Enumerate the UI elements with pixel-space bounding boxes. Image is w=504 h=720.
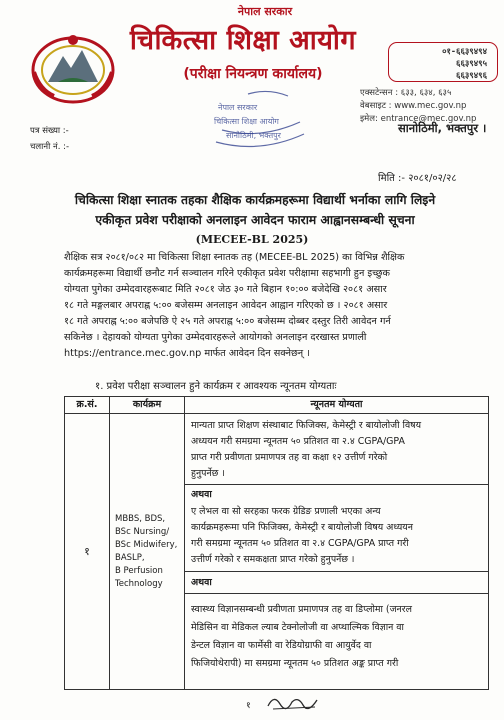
svg-text:चिकित्सा शिक्षा आयोग: चिकित्सा शिक्षा आयोग	[214, 117, 279, 126]
program-list-cell	[110, 414, 185, 690]
section-heading: १. प्रवेश परीक्षा सञ्चालन हुने कार्यक्रम र आवश्यक न्यूनतम योग्यताः	[95, 381, 337, 392]
portal-link-line[interactable]: https://entrance.mec.gov.np मार्फत आवेदन दिन सक्नेछन् ।	[64, 348, 310, 359]
notice-date: मिति :- २०८१/०२/२८	[378, 173, 457, 184]
program-item: B Perfusion	[115, 565, 163, 576]
table-row	[65, 414, 489, 690]
program-item: BSc Midwifery,	[115, 539, 178, 550]
qualification-line: डेन्टल विज्ञान वा फार्मेसी वा रेडियोग्राफी वा आयुर्वेद वा	[191, 640, 372, 651]
notice-paragraph-line: १८ गते मङ्गलबार अपराह्न ५:०० बजेसम्म अनलाइन आवेदन आह्वान गरिएको छ । २०८१ असार	[64, 300, 388, 311]
column-header: न्यूनतम योग्यता	[185, 397, 489, 414]
qualification-line: अध्ययन गरी समग्रमा न्यूनतम ५० प्रतिशत वा २.४ CGPA/GPA	[191, 436, 405, 447]
nepal-emblem-icon	[30, 30, 116, 104]
website-link[interactable]: वेबसाइट : www.mec.gov.np	[360, 101, 467, 111]
signature-image	[265, 691, 323, 713]
or-label: अथवा	[191, 489, 212, 500]
program-item: BASLP,	[115, 552, 145, 563]
exam-code: (MECEE-BL 2025)	[195, 233, 309, 246]
column-header: क्र.सं.	[65, 397, 110, 414]
dispatch-number-label: चलानी नं. :-	[30, 142, 70, 152]
qualification-line: फिजियोथेरापी) मा समग्रमा न्यूनतम ५० प्रतिशत अङ्क प्राप्त गरी	[191, 658, 399, 669]
qualification-line: प्राप्त गरी प्रवीणता प्रमाणपत्र तह वा कक्षा १२ उत्तीर्ण गरेको	[191, 452, 388, 463]
phone-number: ६६३९४९५	[456, 59, 487, 69]
notice-title-line: एकीकृत प्रवेश परीक्षाको अनलाइन आवेदन फाराम आह्वानसम्बन्धी सूचना	[95, 213, 415, 227]
qualification-cell	[185, 414, 489, 690]
table-header-row	[65, 397, 489, 414]
office-subtitle: (परीक्षा नियन्त्रण कार्यालय)	[183, 66, 323, 82]
qualification-line: कार्यक्रमहरूमा पनि फिजिक्स, केमेस्ट्री र बायोलोजी विषय अध्ययन	[191, 522, 413, 533]
notice-paragraph-line: शैक्षिक सत्र २०८१/०८२ मा चिकित्सा शिक्षा स्नातक तह (MECEE-BL 2025) का विभिन्न शैक्षिक	[64, 252, 405, 263]
row-divider	[185, 571, 488, 572]
row-divider	[185, 484, 488, 485]
office-seal-stamp	[208, 84, 312, 148]
letter-number-label: पत्र संख्या :-	[30, 126, 69, 136]
email-link[interactable]: इमेल: entrance@mec.gov.np	[360, 114, 477, 124]
phone-box	[388, 42, 498, 82]
svg-text:नेपाल सरकार: नेपाल सरकार	[218, 103, 258, 112]
phone-number: ०१-६६३९४९४	[442, 47, 487, 57]
qualification-line: ए लेभल वा सो सरहका फरक ग्रेडिङ प्रणाली भएका अन्य	[191, 506, 381, 517]
organization-name: चिकित्सा शिक्षा आयोग	[129, 25, 357, 56]
qualification-line: उत्तीर्ण गरेको र समकक्षता प्राप्त गरेको हुनुपर्नेछ ।	[191, 554, 355, 565]
program-item: MBBS, BDS,	[115, 513, 166, 524]
qualification-line: हुनुपर्नेछ ।	[191, 468, 225, 479]
program-item: Technology	[115, 578, 163, 589]
page-number: १	[246, 701, 251, 711]
letterhead	[0, 0, 504, 170]
notice-paragraph-line: कार्यक्रमहरूमा विद्यार्थी छनौट गर्न सञ्चालन गरिने एकीकृत प्रवेश परीक्षामा सहभागी हुन इच्छुक	[64, 268, 390, 279]
extension-line: एक्सटेन्सन : ६३३, ६३४, ६३५	[360, 88, 452, 98]
row-divider	[185, 593, 488, 594]
qualification-line: गरी समग्रमा न्यूनतम ५० प्रतिशत वा २.४ CGPA/GPA प्राप्त गरी	[191, 538, 409, 549]
column-header: कार्यक्रम	[110, 397, 185, 414]
svg-text:सानोठिमी, भक्तपुर: सानोठिमी, भक्तपुर	[226, 131, 281, 140]
qualification-line: स्वास्थ्य विज्ञानसम्बन्धी प्रवीणता प्रमाणपत्र तह वा डिप्लोमा (जनरल	[191, 604, 412, 615]
notice-paragraph-line: योग्यता पुगेका उम्मेदवारहरूबाट मिति २०८१ जेठ ३० गते बिहान १०:०० बजेदेखि २०८१ असार	[64, 284, 387, 295]
serial-number-cell: १	[65, 414, 110, 690]
notice-paragraph-line: १८ गते अपराह्न ५:०० बजेपछि ऐ २५ गते अपराह्न ५:०० बजेसम्म दोब्बर दस्तुर तिरी आवेदन गर्न	[64, 316, 391, 327]
notice-title-line: चिकित्सा शिक्षा स्नातक तहका शैक्षिक कार्यक्रमहरूमा विद्यार्थी भर्नाका लागि लिइने	[74, 193, 436, 207]
phone-number: ६६३९४९६	[456, 71, 487, 81]
government-label: नेपाल सरकार	[237, 5, 293, 18]
qualification-line: मान्यता प्राप्त शिक्षण संस्थाबाट फिजिक्स, केमेस्ट्री र बायोलोजी विषय	[191, 420, 422, 431]
qualification-line: मेडिसिन वा मेडिकल ल्याब टेक्नोलोजी वा अप्थाल्मिक विज्ञान वा	[191, 622, 404, 633]
eligibility-table	[64, 396, 489, 690]
program-item: BSc Nursing/	[115, 526, 170, 537]
notice-paragraph-line: सकिनेछ । देहायको योग्यता पुगेका उम्मेदवारहरूले आयोगको अनलाइन दरखास्त प्रणाली	[64, 332, 367, 343]
office-address: सानोठिमी, भक्तपुर ।	[398, 121, 487, 135]
or-label: अथवा	[191, 577, 212, 588]
